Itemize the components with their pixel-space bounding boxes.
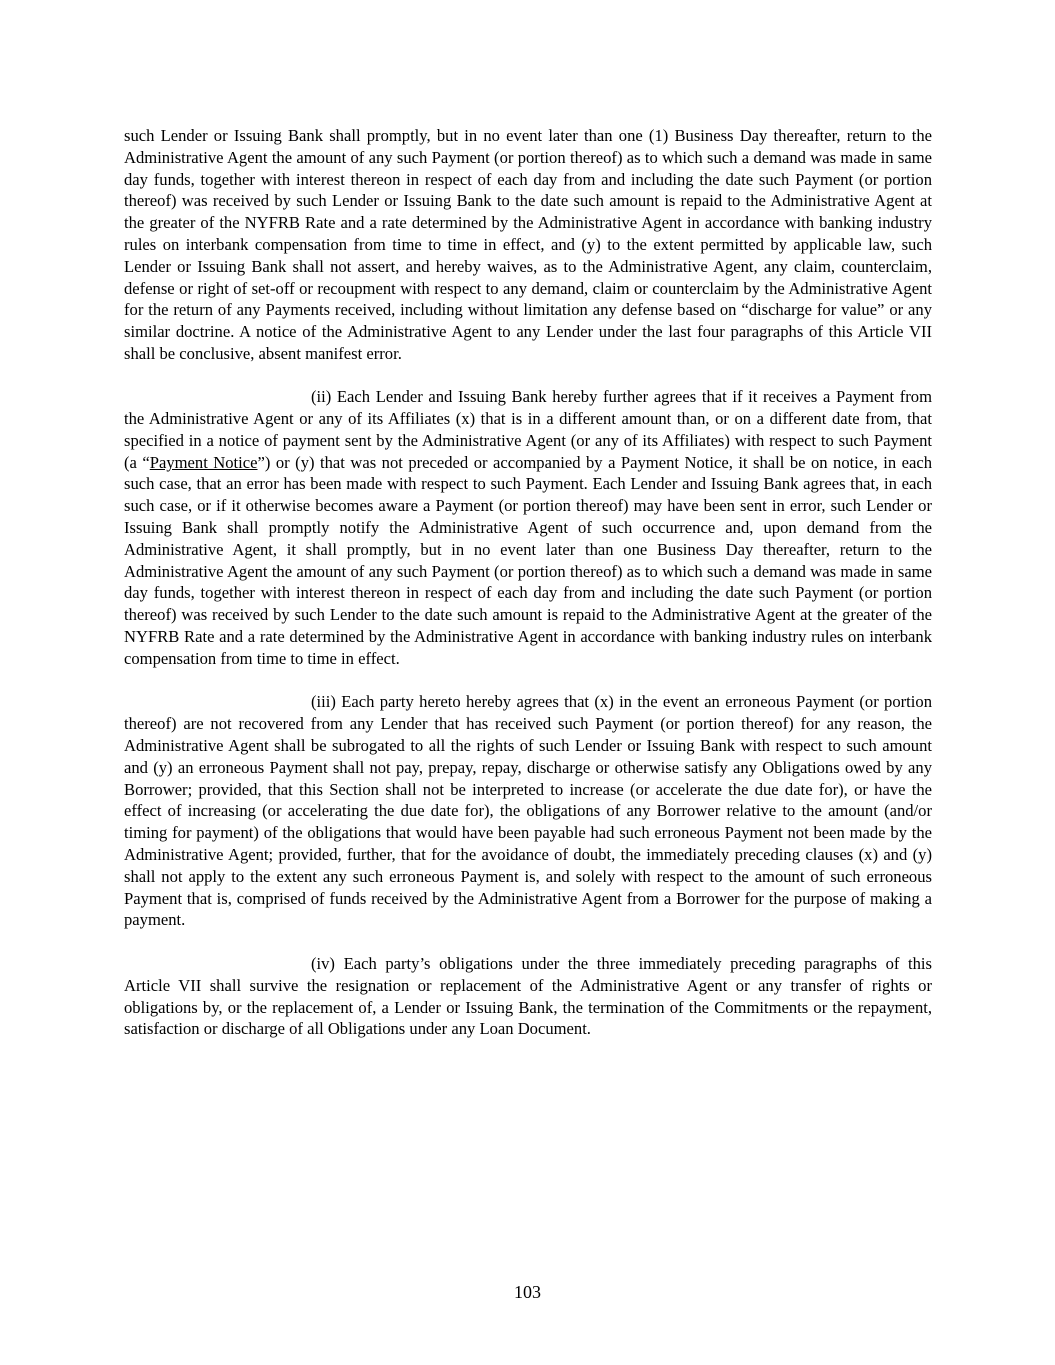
- paragraph-ii: [124, 386, 932, 669]
- paragraph-continuation: such Lender or Issuing Bank shall promptly, but in no event later than one (1) Business Day thereafter, return to the Administrative Agent the amount of any such Payment (or portion thereof) as to which such a demand was made in same day funds, together with interest thereon in respect of each day from and including the date such Payment (or portion thereof) was received by such Lender or Issuing Bank to the date such amount is repaid to the Administrative Agent at the greater of the NYFRB Rate and a rate determined by the Administrative Agent in accordance with banking industry rules on interbank compensation from time to time in effect, and (y) to the extent permitted by applicable law, such Lender or Issuing Bank shall not assert, and hereby waives, as to the Administrative Agent, any claim, counterclaim, defense or right of set-off or recoupment with respect to any demand, claim or counterclaim by the Administrative Agent for the return of any Payments received, including without limitation any defense based on “discharge for value” or any similar doctrine. A notice of the Administrative Agent to any Lender under the last four paragraphs of this Article VII shall be conclusive, absent manifest error.: [124, 126, 932, 363]
- paragraph-ii-text-after: ”) or (y) that was not preceded or accompanied by a Payment Notice, it shall be on notice, in each such case, that an error has been made with respect to such Payment. Each Lender and Issuing Bank agrees that, in each such case, or if it otherwise becomes aware a Payment (or portion thereof) may have been sent in error, such Lender or Issuing Bank shall promptly notify the Administrative Agent of such occurrence and, upon demand from the Administrative Agent, it shall promptly, but in no event later than one Business Day thereafter, return to the Administrative Agent the amount of any such Payment (or portion thereof) as to which such a demand was made in same day funds, together with interest thereon in respect of each day from and including the date such Payment (or portion thereof) was received by such Lender to the date such amount is repaid to the Administrative Agent at the greater of the NYFRB Rate and a rate determined by the Administrative Agent in accordance with banking industry rules on interbank compensation from time to time in effect.: [124, 452, 932, 668]
- paragraph-iv: (iv) Each party’s obligations under the three immediately preceding paragraphs of this Article VII shall survive the resignation or replacement of the Administrative Agent or any transfer of rights or obligations by, or the replacement of, a Lender or Issuing Bank, the termination of the Commitments or the repayment, satisfaction or discharge of all Obligations under any Loan Document.: [124, 953, 932, 1039]
- paragraph-iii: (iii) Each party hereto hereby agrees that (x) in the event an erroneous Payment (or portion thereof) are not recovered from any Lender that has received such Payment (or portion thereof) for any reason, the Administrative Agent shall be subrogated to all the rights of such Lender or Issuing Bank with respect to such amount and (y) an erroneous Payment shall not pay, prepay, repay, discharge or otherwise satisfy any Obligations owed by any Borrower; provided, that this Section shall not be interpreted to increase (or accelerate the due date for), or have the effect of increasing (or accelerating the due date for), the obligations of any Borrower relative to the amount (and/or timing for payment) of the obligations that would have been payable had such erroneous Payment not been made by the Administrative Agent; provided, further, that for the avoidance of doubt, the immediately preceding clauses (x) and (y) shall not apply to the extent any such erroneous Payment is, and solely with respect to the amount of such erroneous Payment that is, comprised of funds received by the Administrative Agent from a Borrower for the purpose of making a payment.: [124, 692, 932, 930]
- defined-term-payment-notice: Payment Notice: [149, 452, 258, 472]
- paragraph-ii-text-before: (ii) Each Lender and Issuing Bank hereby further agrees that if it receives a Payment from the Administrative Agent or any of its Affiliates (x) that is in a different amount than, or on a different date from, that specified in a notice of payment sent by the Administrative Agent (or any of its Affiliates) with respect to such Payment (a “: [124, 387, 932, 472]
- document-body: [124, 125, 932, 1062]
- page-number: 103: [514, 1282, 541, 1302]
